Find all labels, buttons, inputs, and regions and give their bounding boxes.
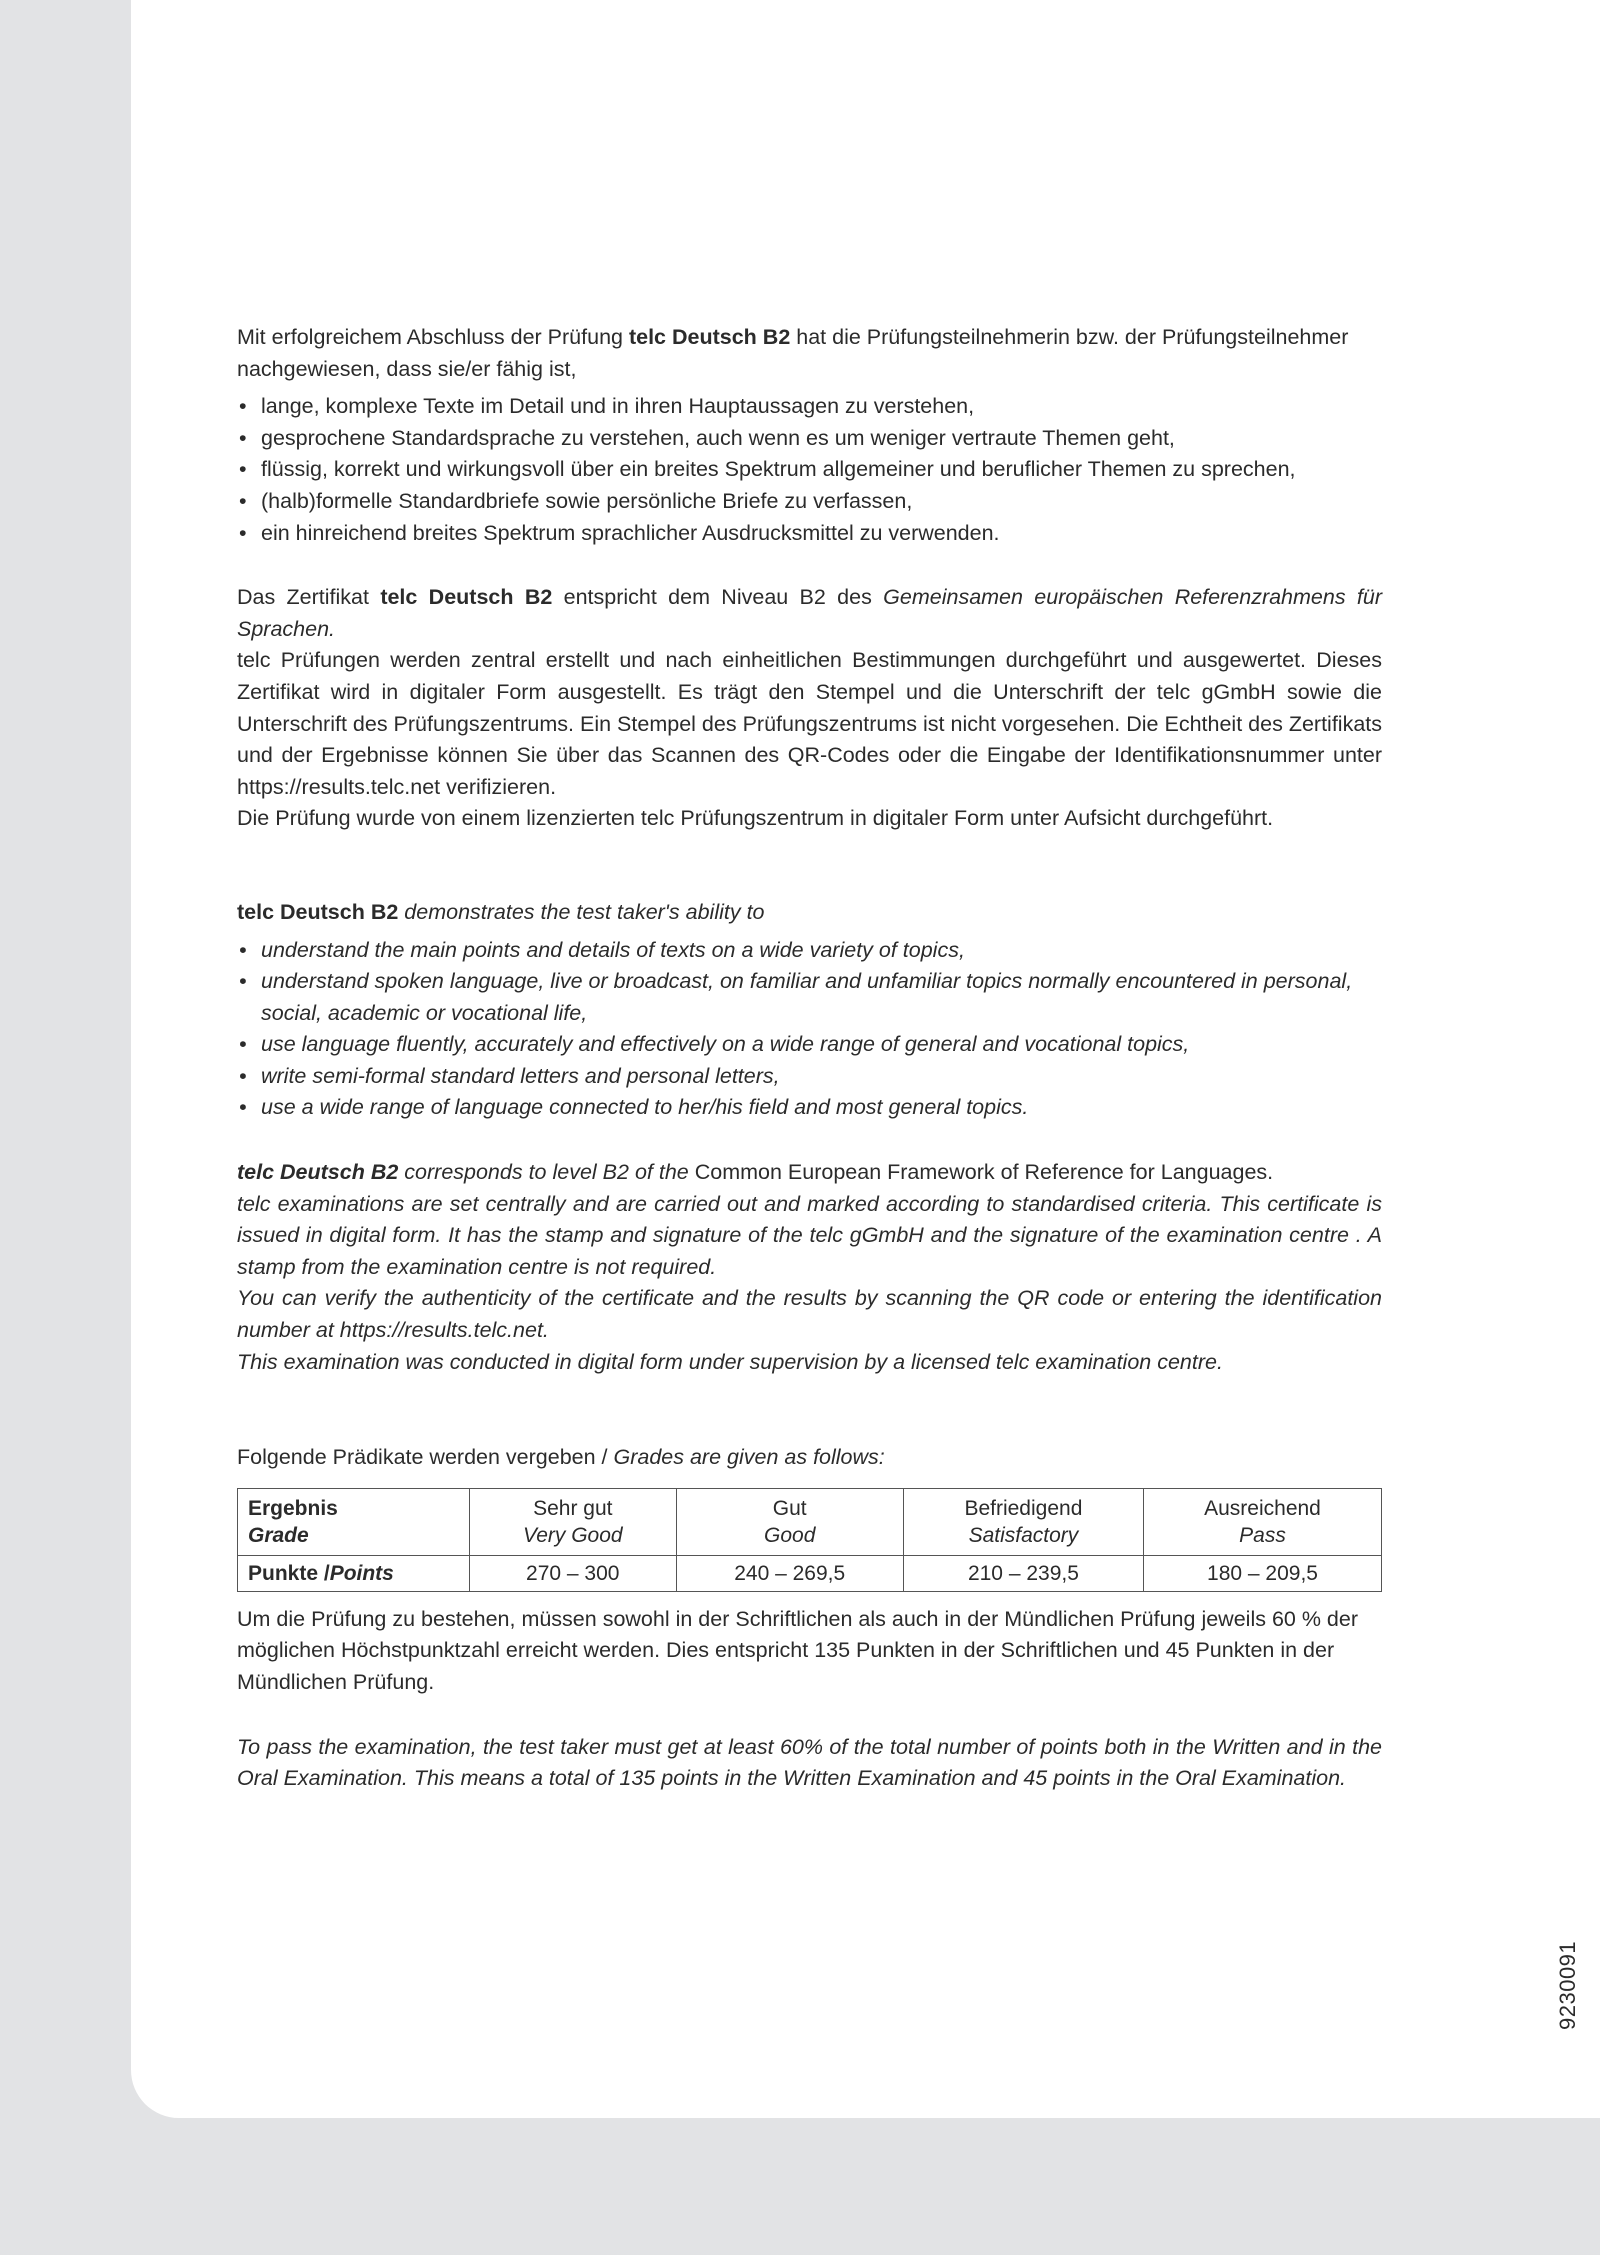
list-item: • ein hinreichend breites Spektrum sprachlicher Ausdrucksmittel zu verwenden. xyxy=(237,518,1382,550)
pass-requirements-de: Um die Prüfung zu bestehen, müssen sowohl in der Schriftlichen als auch in der Mündlichen Prüfung jeweils 60 % der möglichen Höchstpunktzahl erreicht werden. Dies entspricht 135 Punkten in der Schriftlichen und 45 Punkten in der Mündlichen Prüfung. xyxy=(237,1606,1358,1694)
list-item: • write semi-formal standard letters and personal letters, xyxy=(237,1061,1382,1093)
verification-note-en: You can verify the authenticity of the certificate and the results by scanning the QR code or entering the identification number at https://results.telc.net. xyxy=(237,1286,1382,1343)
exam-name: telc Deutsch B2 xyxy=(237,1160,399,1185)
list-item: • use language fluently, accurately and effectively on a wide range of general and vocational topics, xyxy=(237,1029,1382,1061)
grades-table xyxy=(237,1488,1382,1592)
abilities-list-en xyxy=(237,935,1382,1125)
table-row xyxy=(238,1555,1382,1591)
supervision-note-en: This examination was conducted in digital form under supervision by a licensed telc examination centre. xyxy=(237,1349,1223,1374)
intro-paragraph-en: telc Deutsch B2 demonstrates the test taker's ability to xyxy=(237,899,765,924)
certificate-info-en: telc Deutsch B2 corresponds to level B2 of the Common European Framework of Reference for Languages. xyxy=(237,1160,1274,1185)
grades-intro: Folgende Prädikate werden vergeben / Grades are given as follows: xyxy=(237,1445,885,1470)
list-item: • (halb)formelle Standardbriefe sowie persönliche Briefe zu verfassen, xyxy=(237,486,1382,518)
document-number: 9230091 xyxy=(1555,1940,1580,2030)
exam-name: telc Deutsch B2 xyxy=(237,899,399,924)
list-item: • flüssig, korrekt und wirkungsvoll über ein breites Spektrum allgemeiner und beruflicher Themen zu sprechen, xyxy=(237,454,1382,486)
table-row xyxy=(238,1488,1382,1555)
grade-cell: Gut Good xyxy=(676,1488,903,1555)
points-cell: 180 – 209,5 xyxy=(1143,1555,1381,1591)
supervision-note-de: Die Prüfung wurde von einem lizenzierten telc Prüfungszentrum in digitaler Form unter Aufsicht durchgeführt. xyxy=(237,806,1274,831)
certificate-back-text xyxy=(237,322,1382,1795)
list-item: • gesprochene Standardsprache zu verstehen, auch wenn es um weniger vertraute Themen geht, xyxy=(237,423,1382,455)
list-item: • lange, komplexe Texte im Detail und in ihren Hauptaussagen zu verstehen, xyxy=(237,391,1382,423)
certificate-info-de: Das Zertifikat telc Deutsch B2 entspricht dem Niveau B2 des Gemeinsamen europäischen Referenzrahmens für Sprachen. xyxy=(237,585,1382,641)
grade-header-cell: Ergebnis Grade xyxy=(238,1488,470,1555)
points-cell: 240 – 269,5 xyxy=(676,1555,903,1591)
certificate-details-en: telc examinations are set centrally and are carried out and marked according to standardised criteria. This certificate is issued in digital form. It has the stamp and signature of the telc gGmbH and the signature of the examination centre . A stamp from the examination centre is not required. xyxy=(237,1191,1382,1279)
grade-cell: Ausreichend Pass xyxy=(1143,1488,1381,1555)
points-cell: 210 – 239,5 xyxy=(903,1555,1143,1591)
certificate-details-de: telc Prüfungen werden zentral erstellt und nach einheitlichen Bestimmungen durchgeführt und ausgewertet. Dieses Zertifikat wird in digitaler Form ausgestellt. Es trägt den Stempel und die Unterschrift der telc gGmbH sowie die Unterschrift des Prüfungszentrums. Ein Stempel des Prüfungszentrums ist nicht vorgesehen. Die Echtheit des Zertifikats und der Ergebnisse können Sie über das Scannen des QR-Codes oder die Eingabe der Identifikationsnummer unter https://results.telc.net verifizieren. xyxy=(237,648,1382,799)
grade-cell: Befriedigend Satisfactory xyxy=(903,1488,1143,1555)
list-item: • use a wide range of language connected to her/his field and most general topics. xyxy=(237,1092,1382,1124)
abilities-list-de xyxy=(237,391,1382,549)
intro-paragraph-de: Mit erfolgreichem Abschluss der Prüfung telc Deutsch B2 hat die Prüfungsteilnehmerin bzw. der Prüfungsteilnehmer nachgewiesen, dass sie/er fähig ist, xyxy=(237,325,1349,381)
points-cell: 270 – 300 xyxy=(470,1555,677,1591)
exam-name: telc Deutsch B2 xyxy=(628,325,791,349)
grade-cell: Sehr gut Very Good xyxy=(470,1488,677,1555)
pass-requirements-en: To pass the examination, the test taker must get at least 60% of the total number of points both in the Written and in the Oral Examination. This means a total of 135 points in the Written Examination and 45 points in the Oral Examination. xyxy=(237,1734,1382,1791)
exam-name: telc Deutsch B2 xyxy=(380,585,553,610)
list-item: • understand spoken language, live or broadcast, on familiar and unfamiliar topics normally encountered in personal, social, academic or vocational life, xyxy=(237,966,1382,1029)
points-header-cell: Punkte /Points xyxy=(238,1555,470,1591)
list-item: • understand the main points and details of texts on a wide variety of topics, xyxy=(237,935,1382,967)
